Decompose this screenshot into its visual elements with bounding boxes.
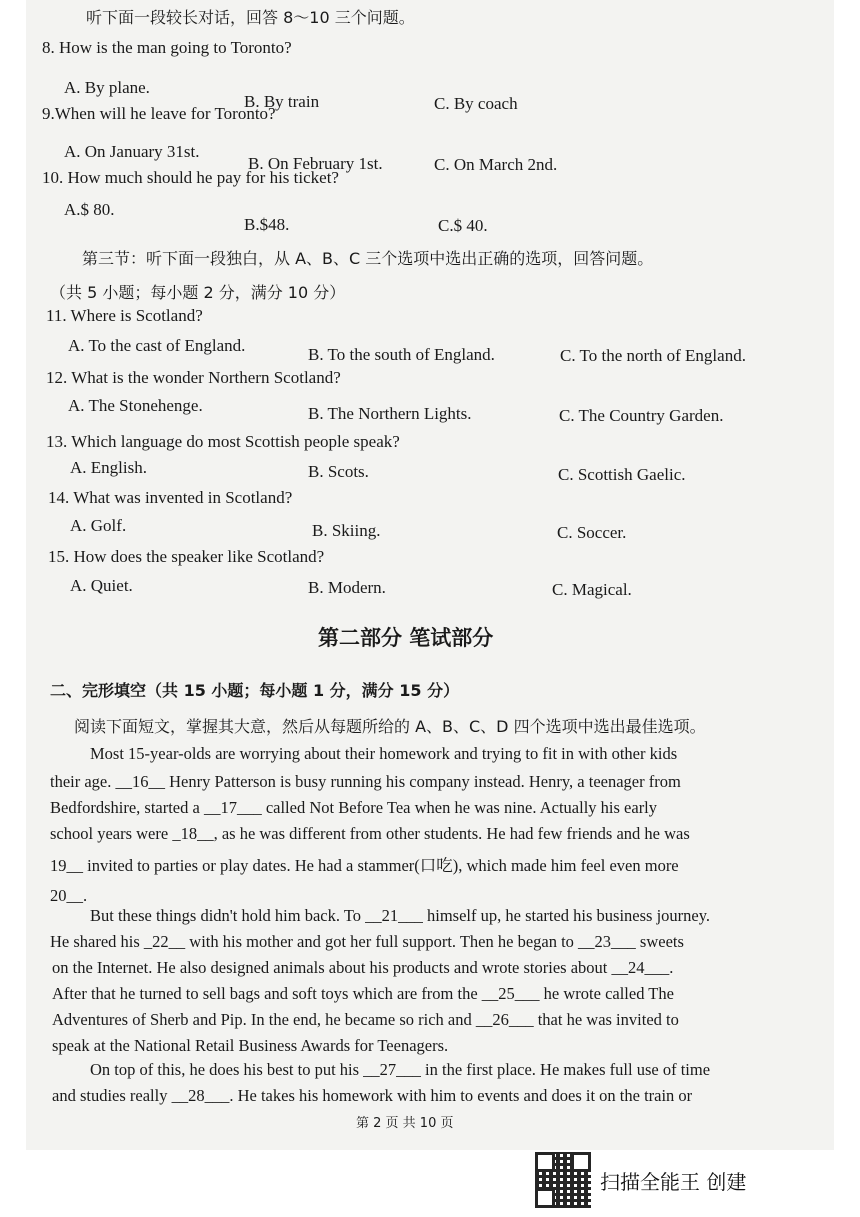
- q14-option-b: B. Skiing.: [312, 521, 381, 540]
- passage-line: on the Internet. He also designed animals about his products and wrote stories about __24___.: [52, 958, 674, 977]
- question-9: 9.When will he leave for Toronto?: [42, 104, 276, 123]
- passage-line: Most 15-year-olds are worrying about their homework and trying to fit in with other kids: [90, 744, 678, 763]
- question-8: 8. How is the man going to Toronto?: [42, 38, 292, 57]
- passage-line: their age. __16__ Henry Patterson is busy running his company instead. Henry, a teenager from: [50, 772, 681, 791]
- watermark-text: 扫描全能王 创建: [600, 1170, 747, 1194]
- q11-option-a: A. To the cast of England.: [68, 336, 246, 355]
- passage-line: After that he turned to sell bags and soft toys which are from the __25___ he wrote called The: [52, 984, 674, 1003]
- q11-option-c: C. To the north of England.: [560, 346, 746, 365]
- passage-line: But these things didn't hold him back. To __21___ himself up, he started his business journey.: [90, 906, 711, 925]
- q8-option-a: A. By plane.: [64, 78, 150, 97]
- question-12: 12. What is the wonder Northern Scotland?: [46, 368, 341, 387]
- passage-line: 19__ invited to parties or play dates. He had a stammer(口吃), which made him feel even more: [50, 856, 679, 875]
- passage-line: On top of this, he does his best to put his __27___ in the first place. He makes full use of time: [90, 1060, 711, 1079]
- question-13: 13. Which language do most Scottish people speak?: [46, 432, 400, 451]
- passage-line: Adventures of Sherb and Pip. In the end, he became so rich and __26___ that he was invited to: [52, 1010, 679, 1029]
- q9-option-a: A. On January 31st.: [64, 142, 200, 161]
- question-15: 15. How does the speaker like Scotland?: [48, 547, 325, 566]
- question-10: 10. How much should he pay for his ticket?: [42, 168, 339, 187]
- page-footer: 第 2 页 共 10 页: [356, 1116, 454, 1131]
- q12-option-a: A. The Stonehenge.: [68, 396, 203, 415]
- passage-line: He shared his _22__ with his mother and got her full support. Then he began to __23___ sweets: [50, 932, 684, 951]
- q10-option-a: A.$ 80.: [64, 200, 115, 219]
- q12-option-b: B. The Northern Lights.: [308, 404, 472, 423]
- passage-line: Bedfordshire, started a __17___ called Not Before Tea when he was nine. Actually his early: [50, 798, 658, 817]
- section3-heading: 第三节：听下面一段独白，从 A、B、C 三个选项中选出正确的选项，回答问题。: [82, 249, 654, 268]
- listening-intro: 听下面一段较长对话，回答 8～10 三个问题。: [86, 8, 415, 27]
- question-11: 11. Where is Scotland?: [46, 306, 203, 325]
- q13-option-b: B. Scots.: [308, 462, 369, 481]
- passage-line: 20__.: [50, 886, 88, 905]
- cloze-instruction: 阅读下面短文，掌握其大意，然后从每题所给的 A、B、C、D 四个选项中选出最佳选项。: [74, 717, 706, 736]
- part2-title: 第二部分 笔试部分: [318, 626, 494, 650]
- q10-option-c: C.$ 40.: [438, 216, 488, 235]
- passage-line: school years were _18__, as he was different from other students. He had few friends and he was: [50, 824, 690, 843]
- q14-option-a: A. Golf.: [70, 516, 127, 535]
- q15-option-a: A. Quiet.: [70, 576, 133, 595]
- q13-option-a: A. English.: [70, 458, 147, 477]
- qr-code-icon: [535, 1152, 591, 1208]
- q8-option-b: B. By train: [244, 92, 320, 111]
- q15-option-c: C. Magical.: [552, 580, 632, 599]
- cloze-heading: 二、完形填空（共 15 小题；每小题 1 分，满分 15 分）: [50, 681, 460, 700]
- section3-scoring: （共 5 小题；每小题 2 分，满分 10 分）: [50, 283, 346, 302]
- passage-line: speak at the National Retail Business Awards for Teenagers.: [52, 1036, 449, 1055]
- q9-option-b: B. On February 1st.: [248, 154, 383, 173]
- question-14: 14. What was invented in Scotland?: [48, 488, 293, 507]
- passage-line: and studies really __28___. He takes his homework with him to events and does it on the train or: [52, 1086, 693, 1105]
- q9-option-c: C. On March 2nd.: [434, 155, 558, 174]
- q12-option-c: C. The Country Garden.: [559, 406, 724, 425]
- q15-option-b: B. Modern.: [308, 578, 386, 597]
- q10-option-b: B.$48.: [244, 215, 290, 234]
- q8-option-c: C. By coach: [434, 94, 518, 113]
- q14-option-c: C. Soccer.: [557, 523, 627, 542]
- q13-option-c: C. Scottish Gaelic.: [558, 465, 686, 484]
- q11-option-b: B. To the south of England.: [308, 345, 495, 364]
